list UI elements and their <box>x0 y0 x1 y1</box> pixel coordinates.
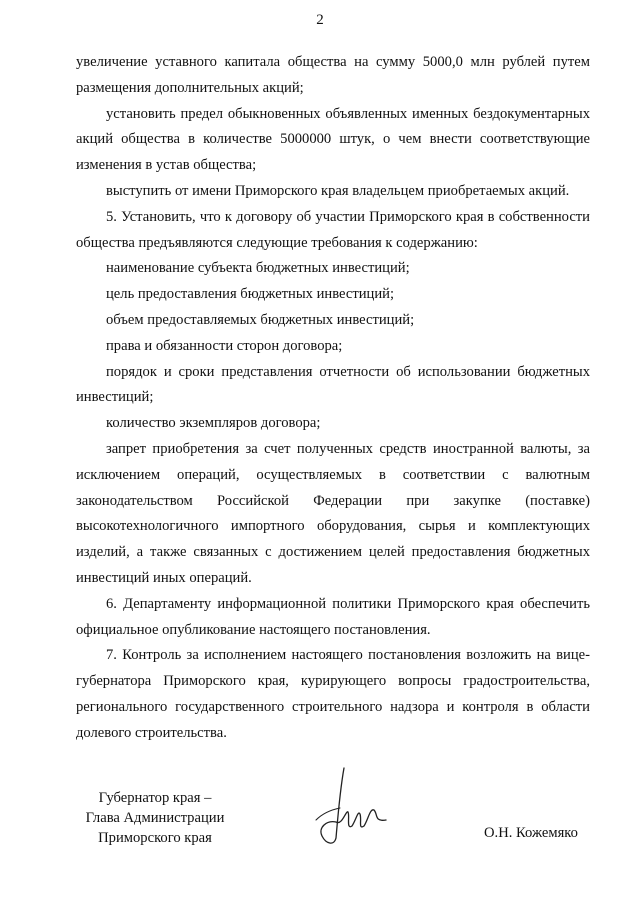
signatory-name: О.Н. Кожемяко <box>484 825 578 841</box>
paragraph: 5. Установить, что к договору об участии Приморского края в собственности общества предъявляются следующие требования к содержанию: <box>76 208 590 251</box>
paragraph: 6. Департаменту информационной политики Приморского края обеспечить официальное опубликование настоящего постановления. <box>76 595 590 638</box>
paragraph: цель предоставления бюджетных инвестиций; <box>106 286 395 303</box>
paragraph: выступить от имени Приморского края владельцем приобретаемых акций. <box>106 182 570 199</box>
paragraph: наименование субъекта бюджетных инвестиций; <box>106 260 410 277</box>
paragraph: установить предел обыкновенных объявленных именных бездокументарных акций общества в количестве 5000000 штук, о чем внести соответствующие изменения в устав общества; <box>76 105 590 174</box>
signatory-title <box>80 788 230 848</box>
paragraph: 7. Контроль за исполнением настоящего постановления возложить на вице-губернатора Приморского края, курирующего вопросы градостроительства, регионального государственного строительного надзора и контроля в области долевого строительства. <box>76 647 590 741</box>
paragraph: увеличение уставного капитала общества на сумму 5000,0 млн рублей путем размещения дополнительных акций; <box>76 54 590 96</box>
paragraph: порядок и сроки представления отчетности об использовании бюджетных инвестиций; <box>76 363 590 406</box>
paragraph: запрет приобретения за счет полученных средств иностранной валюты, за исключением операций, осуществляемых в соответствии с валютным законодательством Российской Федерации при закупке (поставке) высокотехнологичного импортного оборудования, сырья и комплектующих изделий, а также связанных с достижением целей предоставления бюджетных инвестиций иных операций. <box>76 440 590 586</box>
document-body <box>76 50 590 747</box>
paragraph: права и обязанности сторон договора; <box>106 337 343 354</box>
page-number: 2 <box>316 12 324 28</box>
signatory-title-line: Губернатор края – <box>98 790 212 806</box>
paragraph: объем предоставляемых бюджетных инвестиций; <box>106 311 415 328</box>
paragraph: количество экземпляров договора; <box>106 415 321 432</box>
signatory-title-line: Глава Администрации <box>85 810 225 826</box>
signatory-title-line: Приморского края <box>98 830 212 846</box>
handwritten-signature <box>296 760 396 850</box>
